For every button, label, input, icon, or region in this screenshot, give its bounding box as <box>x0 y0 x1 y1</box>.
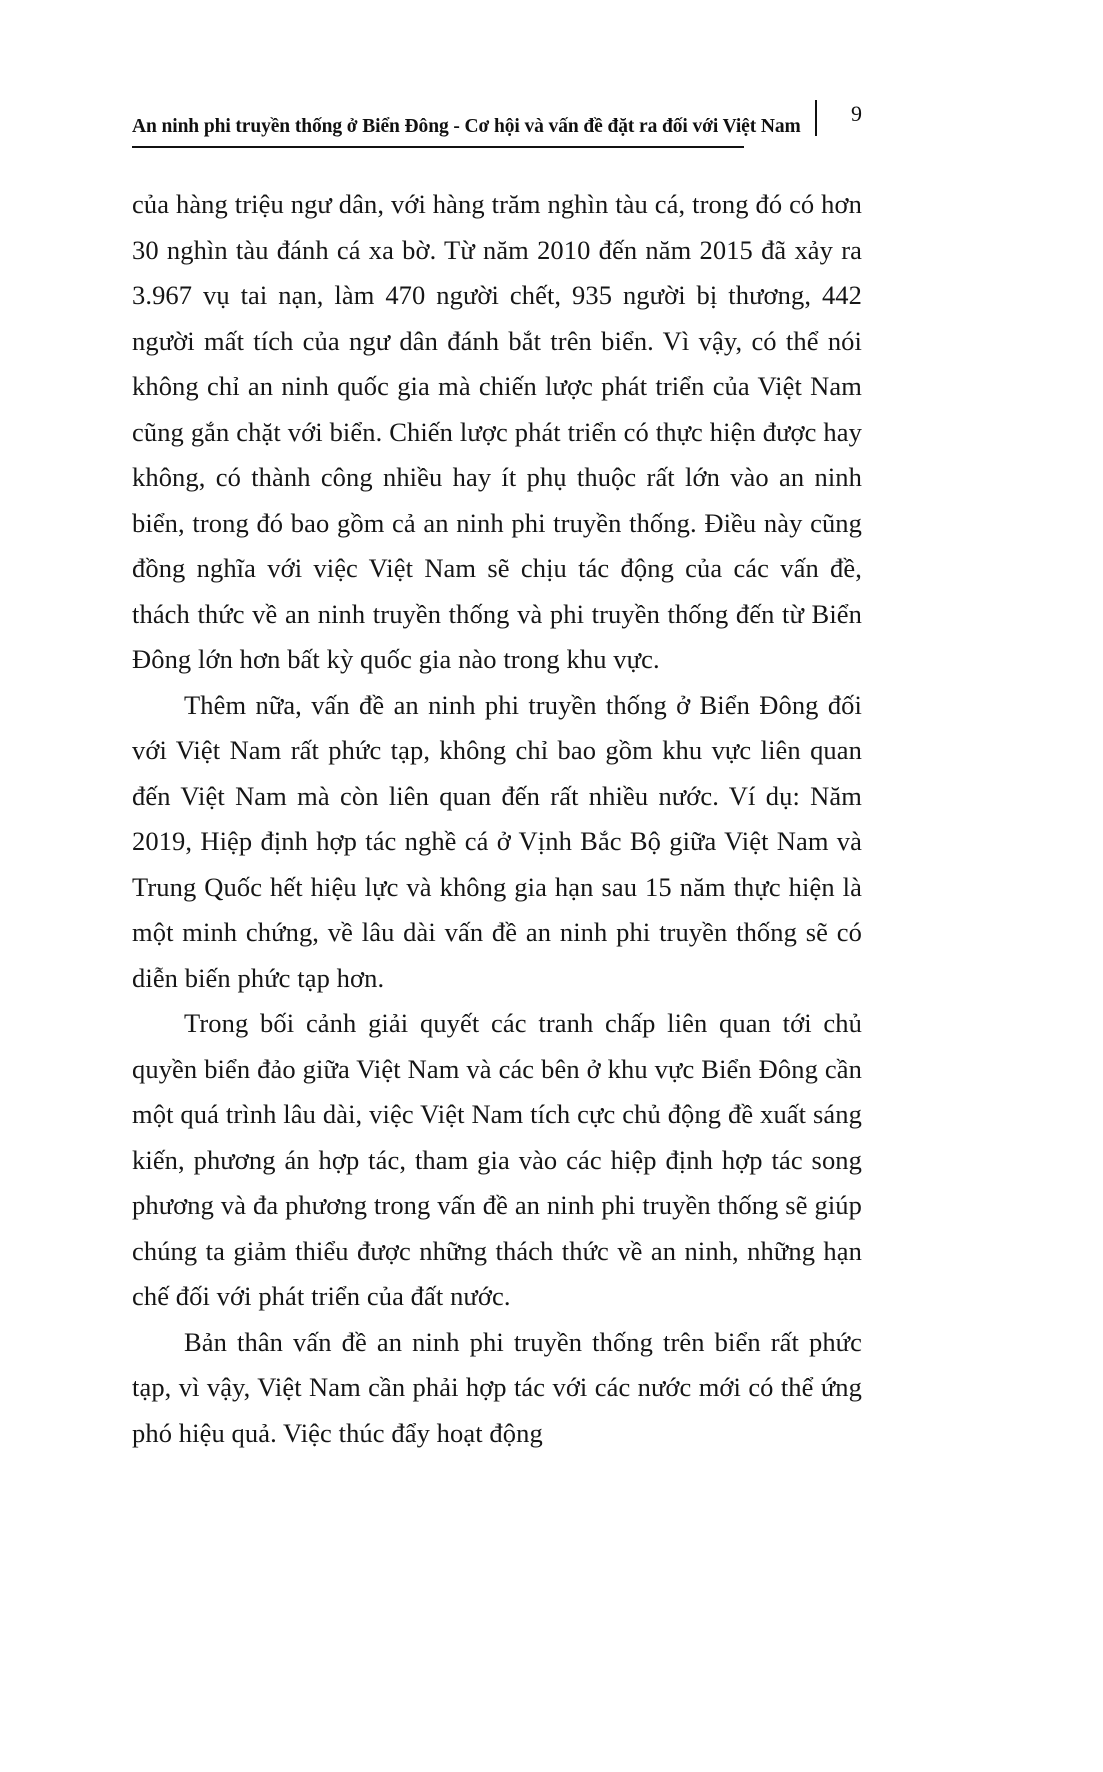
page-content <box>132 96 862 1456</box>
header-right-group <box>815 96 862 132</box>
running-header-title: An ninh phi truyền thống ở Biển Đông - Cơ hội và vấn đề đặt ra đối với Việt Nam <box>132 116 801 137</box>
header-divider <box>815 100 817 136</box>
paragraph: Trong bối cảnh giải quyết các tranh chấp liên quan tới chủ quyền biển đảo giữa Việt Nam và các bên ở khu vực Biển Đông cần một quá trình lâu dài, việc Việt Nam tích cực chủ động đề xuất sáng kiến, phương án hợp tác, tham gia vào các hiệp định hợp tác song phương và đa phương trong vấn đề an ninh phi truyền thống sẽ giúp chúng ta giảm thiểu được những thách thức về an ninh, những hạn chế đối với phát triển của đất nước. <box>132 1008 862 1311</box>
body-text <box>132 182 862 1456</box>
paragraph: của hàng triệu ngư dân, với hàng trăm nghìn tàu cá, trong đó có hơn 30 nghìn tàu đánh cá xa bờ. Từ năm 2010 đến năm 2015 đã xảy ra 3.967 vụ tai nạn, làm 470 người chết, 935 người bị thương, 442 người mất tích của ngư dân đánh bắt trên biển. Vì vậy, có thể nói không chỉ an ninh quốc gia mà chiến lược phát triển của Việt Nam cũng gắn chặt với biển. Chiến lược phát triển có thực hiện được hay không, có thành công nhiều hay ít phụ thuộc rất lớn vào an ninh biển, trong đó bao gồm cả an ninh phi truyền thống. Điều này cũng đồng nghĩa với việc Việt Nam sẽ chịu tác động của các vấn đề, thách thức về an ninh truyền thống và phi truyền thống đến từ Biển Đông lớn hơn bất kỳ quốc gia nào trong khu vực. <box>132 189 862 674</box>
paragraph: Bản thân vấn đề an ninh phi truyền thống trên biển rất phức tạp, vì vậy, Việt Nam cần phải hợp tác với các nước mới có thể ứng phó hiệu quả. Việc thúc đẩy hoạt động <box>132 1326 862 1448</box>
paragraph: Thêm nữa, vấn đề an ninh phi truyền thống ở Biển Đông đối với Việt Nam rất phức tạp, không chỉ bao gồm khu vực liên quan đến Việt Nam mà còn liên quan đến rất nhiều nước. Ví dụ: Năm 2019, Hiệp định hợp tác nghề cá ở Vịnh Bắc Bộ giữa Việt Nam và Trung Quốc hết hiệu lực và không gia hạn sau 15 năm thực hiện là một minh chứng, về lâu dài vấn đề an ninh phi truyền thống sẽ có diễn biến phức tạp hơn. <box>132 689 862 993</box>
page-number: 9 <box>851 101 862 126</box>
page-header <box>132 96 862 144</box>
header-rule <box>132 146 744 148</box>
